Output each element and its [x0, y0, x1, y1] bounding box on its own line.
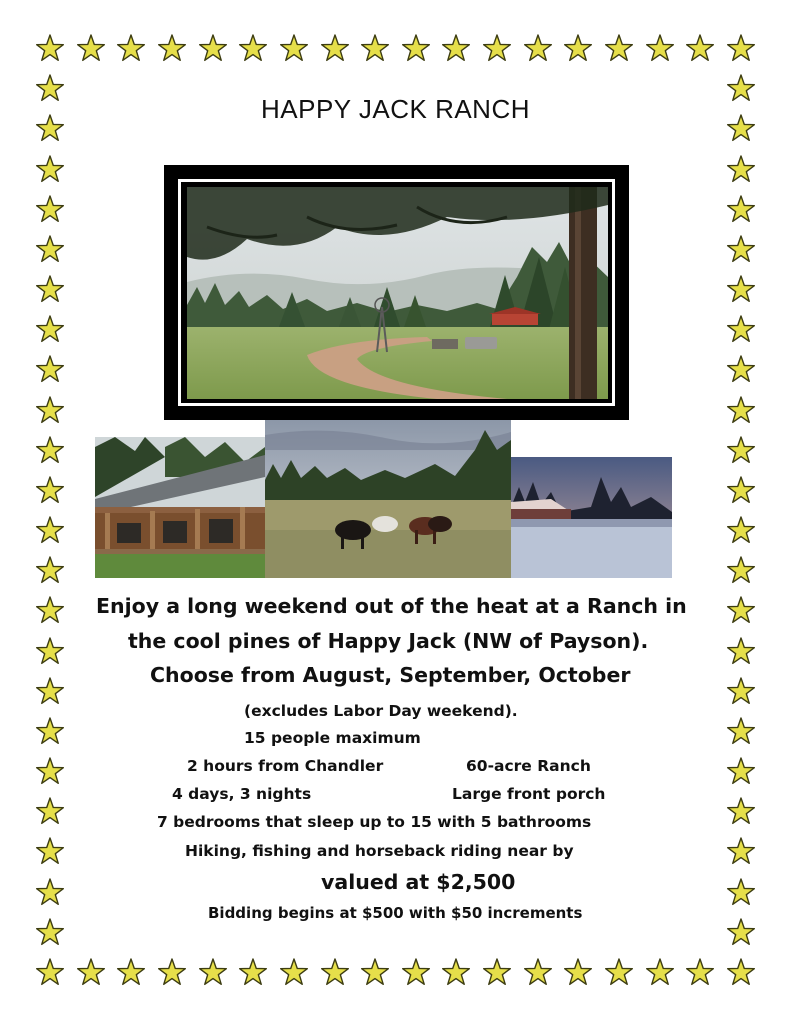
star-icon	[35, 676, 65, 706]
porch-line: Large front porch	[452, 785, 606, 803]
star-icon	[726, 595, 756, 625]
distance-line: 2 hours from Chandler	[187, 757, 384, 775]
star-icon	[685, 957, 715, 987]
headline-line-1: Enjoy a long weekend out of the heat at a Ranch in	[96, 594, 687, 618]
star-icon	[35, 234, 65, 264]
star-icon	[726, 877, 756, 907]
star-icon	[76, 33, 106, 63]
star-icon	[726, 194, 756, 224]
star-icon	[726, 314, 756, 344]
star-icon	[645, 33, 675, 63]
star-icon	[360, 957, 390, 987]
star-icon	[35, 154, 65, 184]
star-icon	[157, 33, 187, 63]
star-icon	[441, 957, 471, 987]
star-icon	[726, 515, 756, 545]
star-icon	[35, 836, 65, 866]
star-icon	[726, 354, 756, 384]
star-icon	[198, 33, 228, 63]
star-icon	[726, 716, 756, 746]
star-icon	[726, 475, 756, 505]
capacity-line: 15 people maximum	[244, 729, 421, 747]
star-icon	[35, 33, 65, 63]
star-icon	[35, 314, 65, 344]
main-photo-frame	[164, 165, 629, 420]
page-title: HAPPY JACK RANCH	[260, 94, 531, 124]
star-icon	[726, 555, 756, 585]
star-icon	[482, 33, 512, 63]
star-icon	[563, 957, 593, 987]
star-icon	[685, 33, 715, 63]
star-icon	[726, 395, 756, 425]
star-icon	[35, 435, 65, 465]
star-icon	[35, 756, 65, 786]
star-icon	[35, 917, 65, 947]
cattle-photo	[265, 420, 511, 578]
star-icon	[726, 154, 756, 184]
star-icon	[35, 796, 65, 826]
star-icon	[35, 515, 65, 545]
star-icon	[360, 33, 390, 63]
duration-line: 4 days, 3 nights	[172, 785, 312, 803]
bidding-line: Bidding begins at $500 with $50 increments	[208, 904, 583, 922]
star-icon	[35, 555, 65, 585]
star-icon	[401, 33, 431, 63]
star-icon	[198, 957, 228, 987]
star-icon	[35, 395, 65, 425]
bedrooms-line: 7 bedrooms that sleep up to 15 with 5 bathrooms	[157, 813, 592, 831]
star-icon	[523, 33, 553, 63]
porch-photo	[95, 437, 265, 578]
exclusion-note: (excludes Labor Day weekend).	[244, 702, 518, 720]
star-icon	[320, 957, 350, 987]
snow-photo	[511, 457, 672, 578]
star-icon	[726, 33, 756, 63]
star-icon	[726, 836, 756, 866]
star-icon	[726, 274, 756, 304]
star-icon	[645, 957, 675, 987]
star-icon	[726, 756, 756, 786]
star-icon	[279, 957, 309, 987]
star-icon	[563, 33, 593, 63]
star-icon	[441, 33, 471, 63]
acreage-line: 60-acre Ranch	[466, 757, 591, 775]
star-icon	[238, 957, 268, 987]
star-icon	[604, 957, 634, 987]
star-icon	[401, 957, 431, 987]
star-icon	[35, 194, 65, 224]
star-icon	[604, 33, 634, 63]
star-icon	[726, 435, 756, 465]
star-icon	[726, 234, 756, 264]
star-icon	[726, 636, 756, 666]
star-icon	[238, 33, 268, 63]
star-icon	[726, 917, 756, 947]
star-icon	[523, 957, 553, 987]
value-line: valued at $2,500	[321, 870, 516, 894]
star-icon	[35, 475, 65, 505]
star-icon	[320, 33, 350, 63]
star-icon	[482, 957, 512, 987]
star-icon	[116, 33, 146, 63]
months-line: Choose from August, September, October	[150, 663, 631, 687]
star-icon	[726, 676, 756, 706]
main-ranch-photo	[187, 187, 608, 399]
star-icon	[35, 957, 65, 987]
activities-line: Hiking, fishing and horseback riding near by	[185, 842, 574, 860]
star-icon	[76, 957, 106, 987]
star-icon	[35, 595, 65, 625]
star-icon	[726, 796, 756, 826]
star-icon	[35, 354, 65, 384]
star-icon	[116, 957, 146, 987]
star-icon	[726, 957, 756, 987]
star-icon	[35, 716, 65, 746]
star-icon	[35, 636, 65, 666]
star-icon	[35, 877, 65, 907]
star-icon	[35, 274, 65, 304]
headline-line-2: the cool pines of Happy Jack (NW of Payson).	[128, 629, 649, 653]
star-icon	[279, 33, 309, 63]
star-icon	[157, 957, 187, 987]
